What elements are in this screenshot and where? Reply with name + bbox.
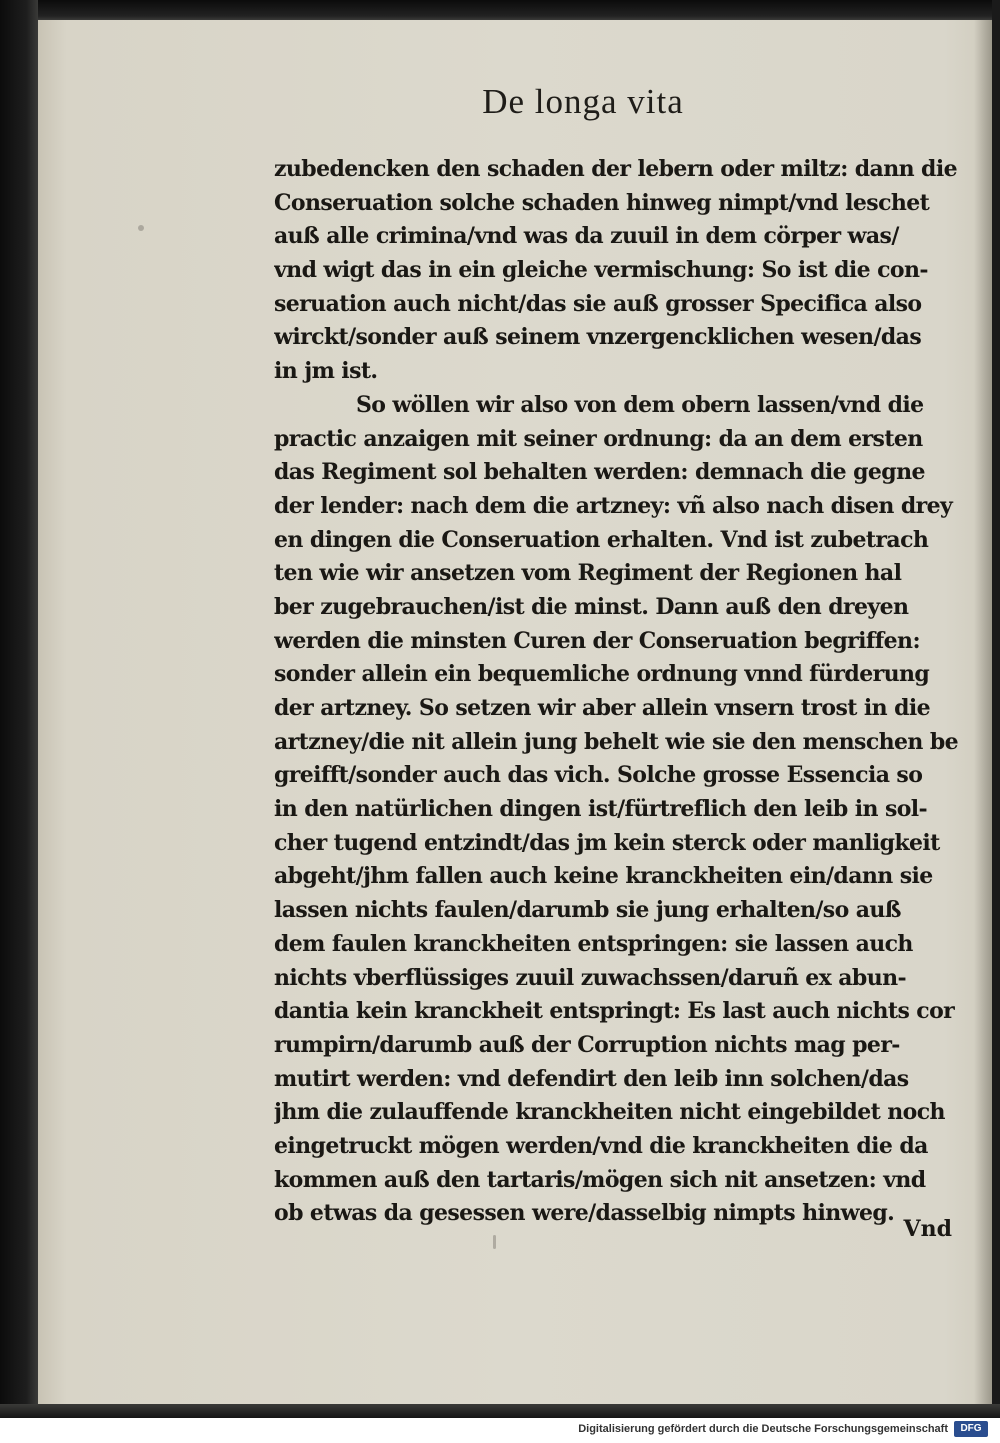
text-line: ten wie wir ansetzen vom Regiment der Regionen hal [274, 560, 902, 587]
text-line: ob etwas da gesessen were/dasselbig nimpts hinweg. [274, 1200, 895, 1227]
text-line: greifft/sonder auch das vich. Solche grosse Essencia so [274, 762, 923, 789]
text-line: wirckt/sonder auß seinem vnzergencklichen wesen/das [274, 324, 922, 351]
text-line: cher tugend entzindt/das jm kein sterck oder manligkeit [274, 829, 940, 856]
ink-smudge [138, 225, 144, 231]
text-line: der lender: nach dem die artzney: vñ also nach disen drey [274, 492, 953, 519]
text-line: in den natürlichen dingen ist/fürtreflich den leib in sol- [274, 796, 928, 823]
footer-credit: Digitalisierung gefördert durch die Deutsche Forschungsgemeinschaft [578, 1423, 948, 1435]
dfg-logo-icon: DFG [954, 1421, 988, 1437]
text-line: artzney/die nit allein jung behelt wie sie den menschen be [274, 728, 959, 755]
text-line: eingetruckt mögen werden/vnd die kranckheiten die da [274, 1132, 928, 1159]
text-line: seruation auch nicht/das sie auß grosser Specifica also [274, 290, 922, 317]
catchword: Vnd [903, 1216, 952, 1242]
text-line: ber zugebrauchen/ist die minst. Dann auß den dreyen [274, 593, 909, 620]
text-line: rumpirn/darumb auß der Corruption nichts mag per- [274, 1031, 900, 1058]
text-line: sonder allein ein bequemliche ordnung vnnd fürderung [274, 661, 930, 688]
text-line: So wöllen wir also von dem obern lassen/vnd die [356, 391, 924, 418]
text-line: mutirt werden: vnd defendirt den leib inn solchen/das [274, 1065, 909, 1092]
text-line: werden die minsten Curen der Conseruation begriffen: [274, 627, 920, 654]
text-line: vnd wigt das in ein gleiche vermischung: So ist die con- [274, 257, 928, 284]
scan-border-left [0, 0, 38, 1418]
text-line: kommen auß den tartaris/mögen sich nit ansetzen: vnd [274, 1166, 926, 1193]
book-page [38, 20, 992, 1404]
text-line: en dingen die Conseruation erhalten. Vnd ist zubetrach [274, 526, 929, 553]
text-line: abgeht/jhm fallen auch keine kranckheiten ein/dann sie [274, 863, 933, 890]
text-line: dem faulen kranckheiten entspringen: sie lassen auch [274, 930, 913, 957]
running-head: De longa vita [482, 82, 684, 121]
text-line: auß alle crimina/vnd was da zuuil in dem cörper was/ [274, 223, 899, 250]
text-line: jhm die zulauffende kranckheiten nicht eingebildet noch [274, 1099, 945, 1126]
text-line: nichts vberflüssiges zuuil zuwachssen/daruñ ex abun- [274, 964, 907, 991]
text-line: lassen nichts faulen/darumb sie jung erhalten/so auß [274, 897, 901, 924]
text-line: das Regiment sol behalten werden: demnach die gegne [274, 459, 925, 486]
ink-smudge [493, 1235, 496, 1249]
text-line: Conseruation solche schaden hinweg nimpt/vnd leschet [274, 189, 930, 216]
text-line: in jm ist. [274, 358, 378, 385]
text-line: dantia kein kranckheit entspringt: Es last auch nichts cor [274, 998, 955, 1025]
text-line: practic anzaigen mit seiner ordnung: da an dem ersten [274, 425, 923, 452]
text-line: der artzney. So setzen wir aber allein vnsern trost in die [274, 695, 931, 721]
text-block [274, 153, 1000, 1231]
scan-border-bottom [0, 1404, 1000, 1418]
scan-border-top [0, 0, 1000, 20]
text-line: zubedencken den schaden der lebern oder miltz: dann die [274, 156, 957, 182]
